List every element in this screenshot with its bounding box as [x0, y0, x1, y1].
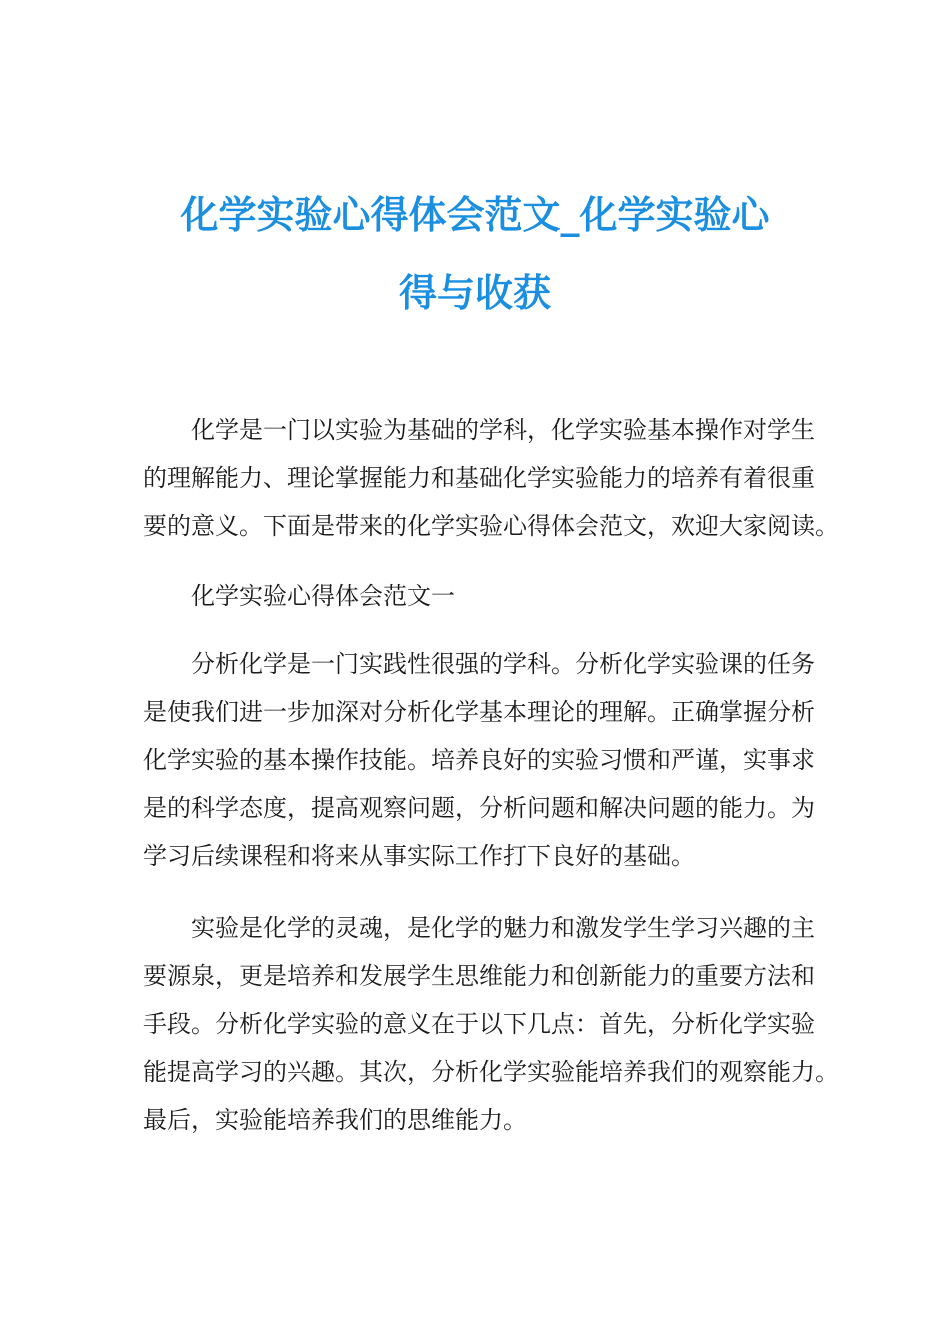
paragraph-line: 的理解能力、理论掌握能力和基础化学实验能力的培养有着很重 [143, 464, 815, 492]
paragraph-line: 要源泉，更是培养和发展学生思维能力和创新能力的重要方法和 [143, 962, 815, 990]
page-title-line-2: 得与收获 [398, 271, 551, 315]
paragraph-line: 是的科学态度，提高观察问题，分析问题和解决问题的能力。为 [143, 794, 815, 822]
paragraph-line: 手段。分析化学实验的意义在于以下几点：首先，分析化学实验 [143, 1010, 815, 1038]
section-heading [143, 572, 843, 620]
section-heading-text: 化学实验心得体会范文一 [191, 582, 455, 610]
paragraph-line: 是使我们进一步加深对分析化学基本理论的理解。正确掌握分析 [143, 698, 815, 726]
paragraph-line: 化学实验的基本操作技能。培养良好的实验习惯和严谨，实事求 [143, 746, 815, 774]
intro-paragraph [143, 406, 843, 550]
body-paragraph-1 [143, 640, 843, 880]
body-paragraph-2 [143, 904, 843, 1144]
page-title-line-1: 化学实验心得体会范文_化学实验心 [180, 193, 770, 237]
paragraph-line: 要的意义。下面是带来的化学实验心得体会范文，欢迎大家阅读。 [143, 512, 839, 540]
paragraph-line: 学习后续课程和将来从事实际工作打下良好的基础。 [143, 842, 695, 870]
paragraph-line: 最后，实验能培养我们的思维能力。 [143, 1106, 527, 1134]
paragraph-line: 分析化学是一门实践性很强的学科。分析化学实验课的任务 [191, 650, 815, 678]
paragraph-line: 化学是一门以实验为基础的学科，化学实验基本操作对学生 [191, 416, 815, 444]
paragraph-line: 实验是化学的灵魂，是化学的魅力和激发学生学习兴趣的主 [191, 914, 815, 942]
paragraph-line: 能提高学习的兴趣。其次，分析化学实验能培养我们的观察能力。 [143, 1058, 839, 1086]
